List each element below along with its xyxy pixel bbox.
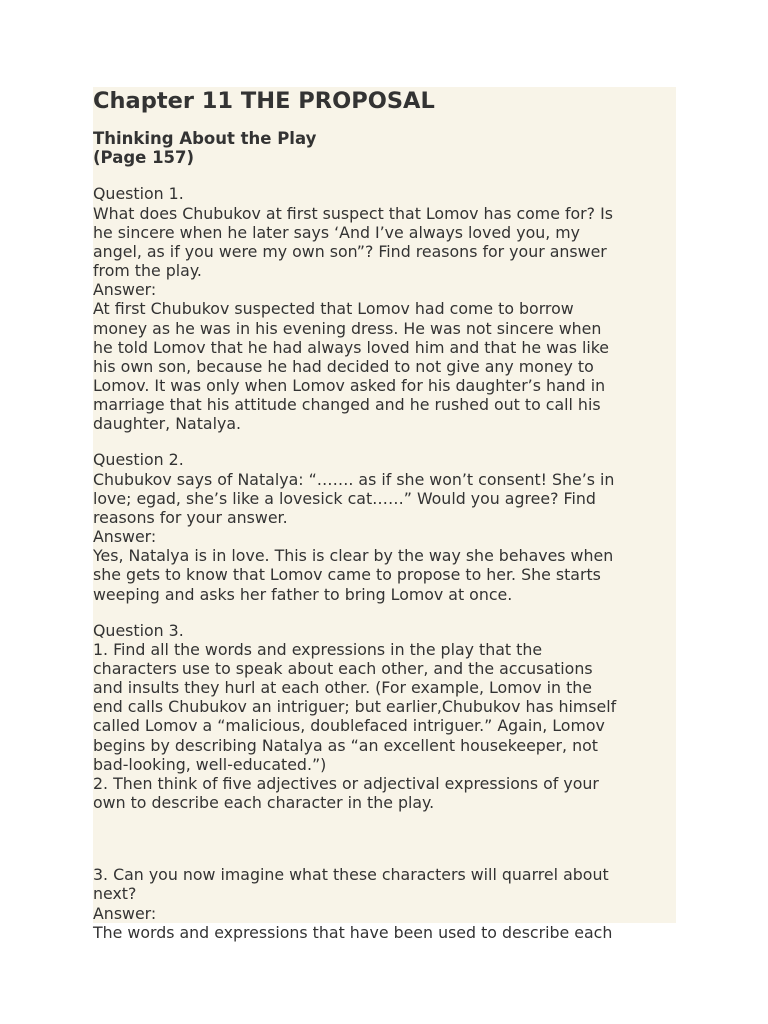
text-line: he told Lomov that he had always loved him and that he was like bbox=[93, 337, 610, 357]
text-line: begins by describing Natalya as “an excellent housekeeper, not bbox=[93, 735, 598, 755]
document-page bbox=[93, 87, 676, 942]
subheading-line: (Page 157) bbox=[93, 148, 195, 168]
text-line: marriage that his attitude changed and he rushed out to call his bbox=[93, 395, 601, 415]
text-line: he sincere when he later says ‘And I’ve always loved you, my bbox=[93, 222, 581, 242]
text-line: weeping and asks her father to bring Lomov at once. bbox=[93, 584, 513, 604]
text-line: 2. Then think of five adjectives or adjectival expressions of your bbox=[93, 773, 599, 793]
text-line: she gets to know that Lomov came to propose to her. She starts bbox=[93, 565, 601, 585]
text-line: The words and expressions that have been used to describe each bbox=[93, 922, 613, 942]
text-line: called Lomov a “malicious, doublefaced intriguer.” Again, Lomov bbox=[93, 716, 605, 736]
text-line: from the play. bbox=[93, 261, 202, 281]
text-line: daughter, Natalya. bbox=[93, 414, 242, 434]
subheading-line: Thinking About the Play bbox=[93, 129, 317, 148]
text-line: 1. Find all the words and expressions in the play that the bbox=[93, 639, 543, 659]
text-line: Yes, Natalya is in love. This is clear by the way she behaves when bbox=[93, 546, 614, 566]
text-line: Answer: bbox=[93, 527, 157, 547]
text-line: reasons for your answer. bbox=[93, 507, 288, 527]
text-line: own to describe each character in the play. bbox=[93, 793, 435, 813]
text-line: Question 1. bbox=[93, 184, 184, 204]
question-3-section bbox=[93, 621, 676, 813]
text-line: Chubukov says of Natalya: “……. as if she won’t consent! She’s in bbox=[93, 469, 615, 489]
text-line: bad-looking, well-educated.”) bbox=[93, 754, 327, 774]
text-line: money as he was in his evening dress. He was not sincere when bbox=[93, 318, 602, 338]
text-line: Question 2. bbox=[93, 450, 184, 470]
text-line: What does Chubukov at first suspect that Lomov has come for? Is bbox=[93, 203, 613, 223]
text-line: characters use to speak about each other, and the accusations bbox=[93, 659, 593, 678]
text-line: At first Chubukov suspected that Lomov had come to borrow bbox=[93, 299, 574, 319]
text-line: next? bbox=[93, 884, 137, 904]
text-line: Question 3. bbox=[93, 620, 184, 640]
text-line: 3. Can you now imagine what these characters will quarrel about bbox=[93, 865, 609, 885]
question-1-section bbox=[93, 184, 676, 433]
text-line: angel, as if you were my own son”? Find reasons for your answer bbox=[93, 241, 607, 261]
text-line: Answer: bbox=[93, 903, 157, 923]
question-3-part-3-section bbox=[93, 865, 676, 942]
document-content bbox=[93, 87, 676, 942]
subheading bbox=[93, 129, 676, 167]
question-2-section bbox=[93, 450, 676, 603]
text-line: and insults they hurl at each other. (For example, Lomov in the bbox=[93, 678, 592, 698]
blank-gap bbox=[93, 812, 676, 848]
text-line: love; egad, she’s like a lovesick cat……” Would you agree? Find bbox=[93, 488, 596, 508]
chapter-title: Chapter 11 THE PROPOSAL bbox=[93, 88, 435, 114]
text-line: end calls Chubukov an intriguer; but earlier,Chubukov has himself bbox=[93, 697, 617, 717]
text-line: his own son, because he had decided to not give any money to bbox=[93, 356, 594, 376]
text-line: Lomov. It was only when Lomov asked for his daughter’s hand in bbox=[93, 375, 606, 395]
text-line: Answer: bbox=[93, 280, 157, 300]
